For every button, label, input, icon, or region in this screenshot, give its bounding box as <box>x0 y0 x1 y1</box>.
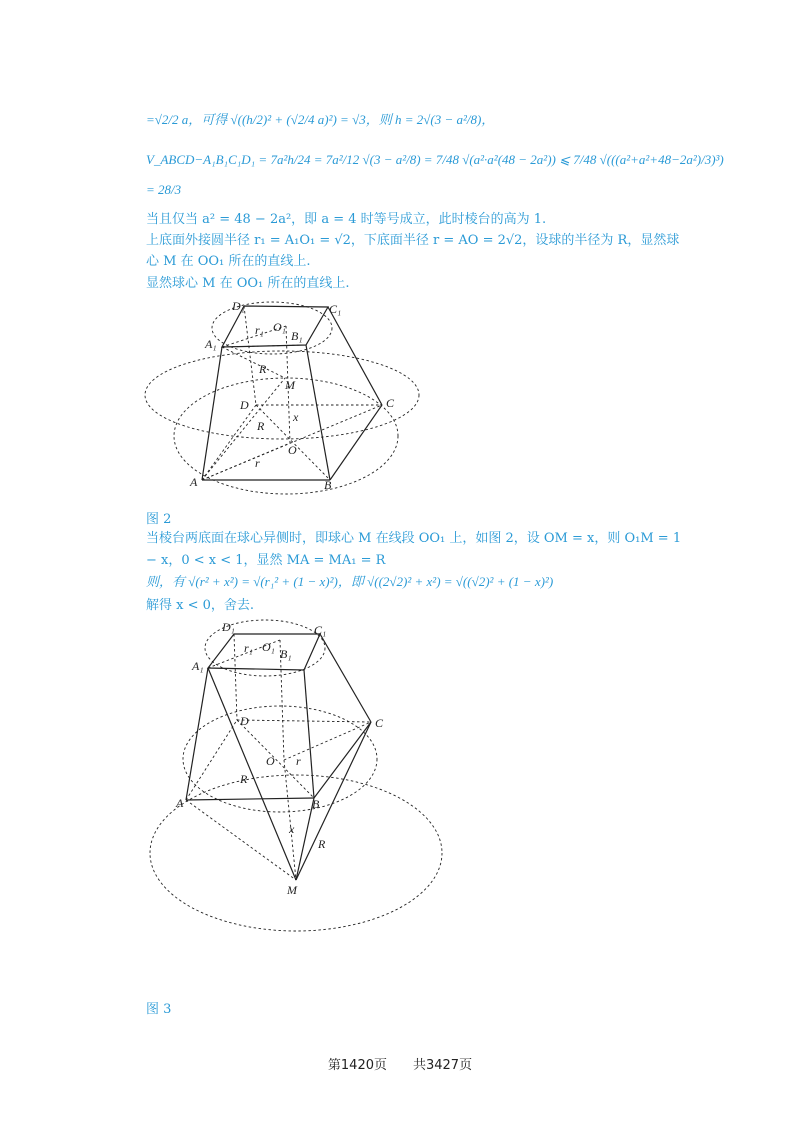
formula-line-10: 则，有 √(r² + x²) = √(r₁² + (1 − x)²)，即 √((2√2)² + x²) = √((√2)² + (1 − x)²) <box>146 574 554 589</box>
label-D: D <box>240 714 249 728</box>
label-B1: B₁ <box>291 329 303 343</box>
label-B: B <box>324 478 332 492</box>
label-x: x <box>293 410 299 424</box>
label-M: M <box>285 378 295 392</box>
label-D1: D₁ <box>232 299 245 313</box>
label-D1: D₁ <box>222 620 235 634</box>
text-line-4: 当且仅当 a² = 48 − 2a²，即 a = 4 时等号成立，此时棱台的高为 1. <box>146 212 547 227</box>
label-r1: r₁ <box>244 641 253 655</box>
label-C1: C₁ <box>329 302 342 316</box>
label-x: x <box>289 822 295 836</box>
label-r1: r₁ <box>255 323 264 337</box>
label-B1: B₁ <box>280 647 292 661</box>
label-D: D <box>240 398 249 412</box>
label-R-right: R <box>318 837 326 851</box>
figure-3 <box>140 612 450 992</box>
formula-line-3: = 28/3 <box>146 182 182 197</box>
text-line-5: 上底面外接圆半径 r₁ = A₁O₁ = √2，下底面半径 r = AO = 2√2，设球的半径为 R，显然球 <box>146 233 680 248</box>
text-line-7: 显然球心 M 在 OO₁ 所在的直线上. <box>146 276 350 291</box>
label-R-mid: R <box>257 419 265 433</box>
page-footer: 第1420页 共3427页 <box>327 1058 473 1073</box>
label-O: O <box>266 754 275 768</box>
label-A1: A₁ <box>192 659 204 673</box>
label-r: r <box>296 754 301 768</box>
label-O1: O₁ <box>262 640 275 654</box>
label-A1: A₁ <box>205 337 217 351</box>
label-C: C <box>375 716 384 730</box>
text-line-9: − x，0 < x < 1，显然 MA = MA₁ = R <box>146 553 386 568</box>
label-M: M <box>287 883 297 897</box>
label-A: A <box>176 796 184 810</box>
sphere-section <box>145 351 419 439</box>
label-O1: O₁ <box>273 320 286 334</box>
label-R-left: R <box>240 772 248 786</box>
label-O: O <box>288 443 297 457</box>
label-C1: C₁ <box>314 623 327 637</box>
label-A: A <box>190 475 198 489</box>
figure-3-caption: 图 3 <box>146 1002 172 1017</box>
label-r: r <box>255 456 260 470</box>
text-line-11: 解得 x < 0，舍去. <box>146 598 255 613</box>
text-line-6: 心 M 在 OO₁ 所在的直线上. <box>146 254 311 269</box>
formula-line-1: =√2/2 a，可得 √((h/2)² + (√2/4 a)²) = √3，则 h = 2√(3 − a²/8)， <box>146 112 495 127</box>
label-C: C <box>386 396 395 410</box>
formula-line-2: V_ABCD−A₁B₁C₁D₁ = 7a²h/24 = 7a²/12 √(3 − a²/8) = 7/48 √(a²·a²(48 − 2a²)) ⩽ 7/48 √(((a²+a²+48−2a²)/3)³) <box>146 152 724 167</box>
figure-2-caption: 图 2 <box>146 512 172 527</box>
bottom-circle <box>174 378 398 494</box>
text-line-8: 当棱台两底面在球心异侧时，即球心 M 在线段 OO₁ 上，如图 2，设 OM = x，则 O₁M = 1 <box>146 531 682 546</box>
figure-2 <box>140 290 440 510</box>
label-R-top: R <box>259 362 267 376</box>
label-B: B <box>312 797 320 811</box>
